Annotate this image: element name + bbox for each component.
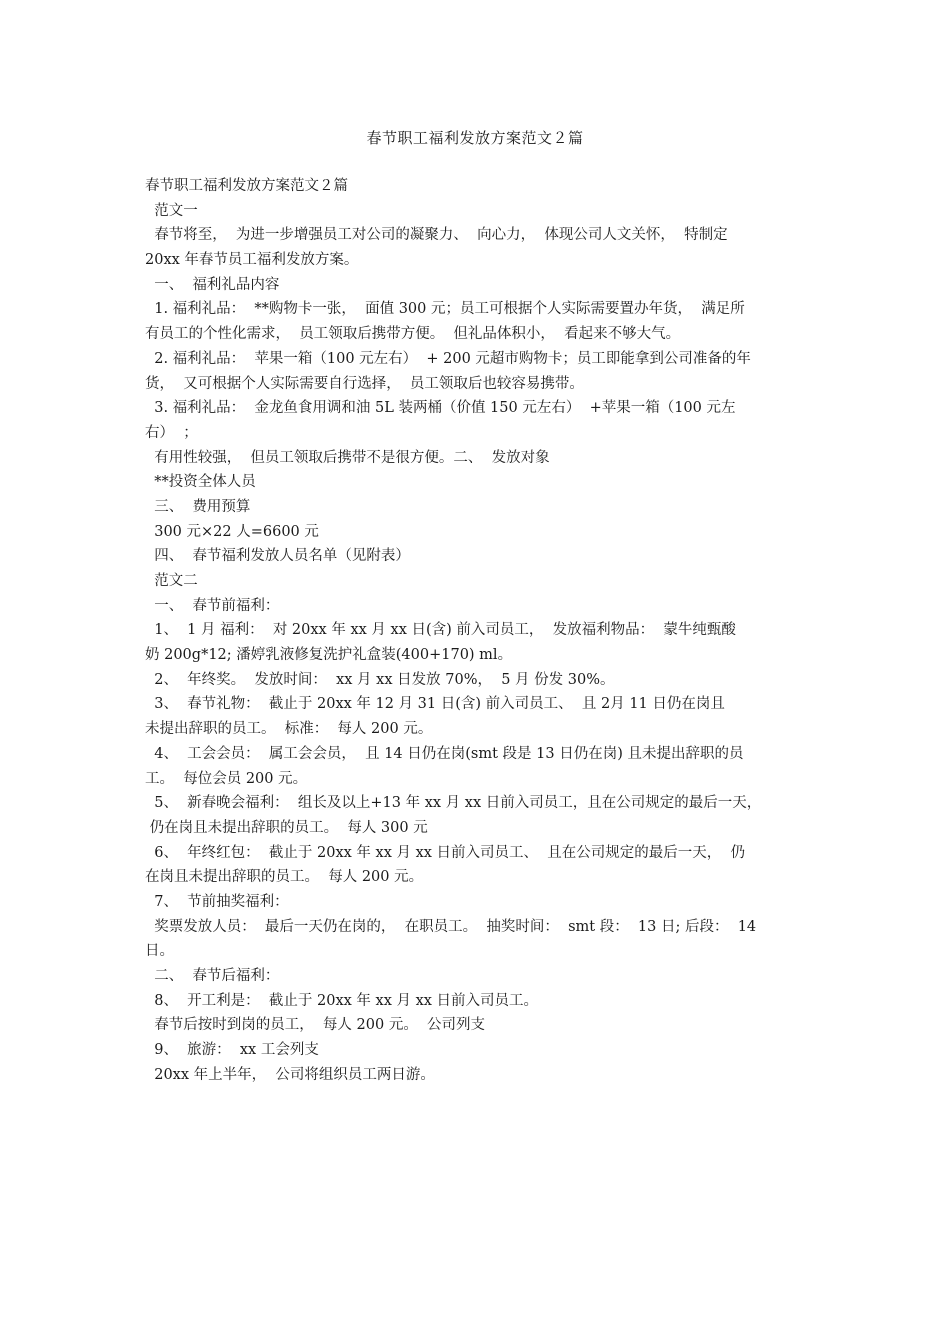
text-line: 工。 每位会员 200 元。 [145,770,308,787]
text-line: 二、 春节后福利： [145,968,280,984]
text-line: 1. 福利礼品： **购物卡一张， 面值 300 元；员工可根据个人实际需要置办年货， 满足所 [145,301,745,318]
text-line: 5、 新春晚会福利： 组长及以上+13 年 xx 月 xx 日前入司员工，且在公司规定的最后一天， [145,795,762,812]
text-line: **投资全体人员 [145,474,256,491]
text-line: 奖票发放人员： 最后一天仍在岗的， 在职员工。 抽奖时间： smt 段： 13 日; 后段： 14 [145,918,757,935]
text-line: 4、 工会会员： 属工会会员， 且 14 日仍在岗(smt 段是 13 日仍在岗) 且未提出辞职的员 [145,745,744,762]
text-line: 20xx 年上半年， 公司将组织员工两日游。 [145,1066,435,1083]
text-line: 300 元×22 人=6600 元 [145,523,319,540]
text-line: 7、 节前抽奖福利： [145,893,289,910]
text-line: 范文二 [145,573,198,589]
text-line: 仍在岗且未提出辞职的员工。 每人 300 元 [145,819,428,836]
text-line: 三、 费用预算 [145,498,251,515]
text-line: 有用性较强， 但员工领取后携带不是很方便。二、 发放对象 [145,449,550,466]
text-line: 未提出辞职的员工。 标准： 每人 200 元。 [145,721,433,738]
text-line: 9、 旅游： xx 工会列支 [145,1042,319,1059]
text-line: 四、 春节福利发放人员名单（见附表） [145,548,410,565]
text-line: 一、 春节前福利： [145,597,280,614]
text-line: 春节职工福利发放方案范文２篇 [145,178,348,194]
text-line: 3、 春节礼物： 截止于 20xx 年 12 月 31 日(含) 前入司员工、 且 2月 11 日仍在岗且 [145,696,725,713]
text-line: 春节后按时到岗的员工， 每人 200 元。 公司列支 [145,1017,486,1034]
text-line: 在岗且未提出辞职的员工。 每人 200 元。 [145,869,424,886]
document-body [145,174,817,1087]
text-line: 1、 1 月 福利： 对 20xx 年 xx 月 xx 日(含) 前入司员工， 发放福利物品： 蒙牛纯甄酸 [145,622,736,639]
text-line: 日。 [145,943,174,960]
text-line: 6、 年终红包： 截止于 20xx 年 xx 月 xx 日前入司员工、 且在公司规定的最后一天， 仍 [145,844,745,861]
text-line: 右） ； [145,424,198,441]
text-line: 2. 福利礼品： 苹果一箱（100 元左右） + 200 元超市购物卡；员工即能拿到公司准备的年 [145,350,751,367]
text-line: 奶 200g*12; 潘婷乳液修复洗护礼盒装(400+170) ml。 [145,647,513,664]
text-line: 2、 年终奖。 发放时间： xx 月 xx 日发放 70%， 5 月 份发 30%。 [145,671,615,688]
text-line: 20xx 年春节员工福利发放方案。 [145,252,359,269]
text-line: 春节将至， 为进一步增强员工对公司的凝聚力、 向心力， 体现公司人文关怀， 特制定 [145,227,728,244]
text-line: 货， 又可根据个人实际需要自行选择， 员工领取后也较容易携带。 [145,375,584,392]
text-line: 范文一 [145,202,198,219]
text-line: 有员工的个性化需求， 员工领取后携带方便。 但礼品体积小， 看起来不够大气。 [145,326,681,343]
text-line: 8、 开工利是： 截止于 20xx 年 xx 月 xx 日前入司员工。 [145,992,539,1009]
page-title: 春节职工福利发放方案范文２篇 [366,129,584,147]
text-line: 一、 福利礼品内容 [145,276,280,293]
text-line: 3. 福利礼品： 金龙鱼食用调和油 5L 装两桶（价值 150 元左右） +苹果一箱（100 元左 [145,400,736,417]
